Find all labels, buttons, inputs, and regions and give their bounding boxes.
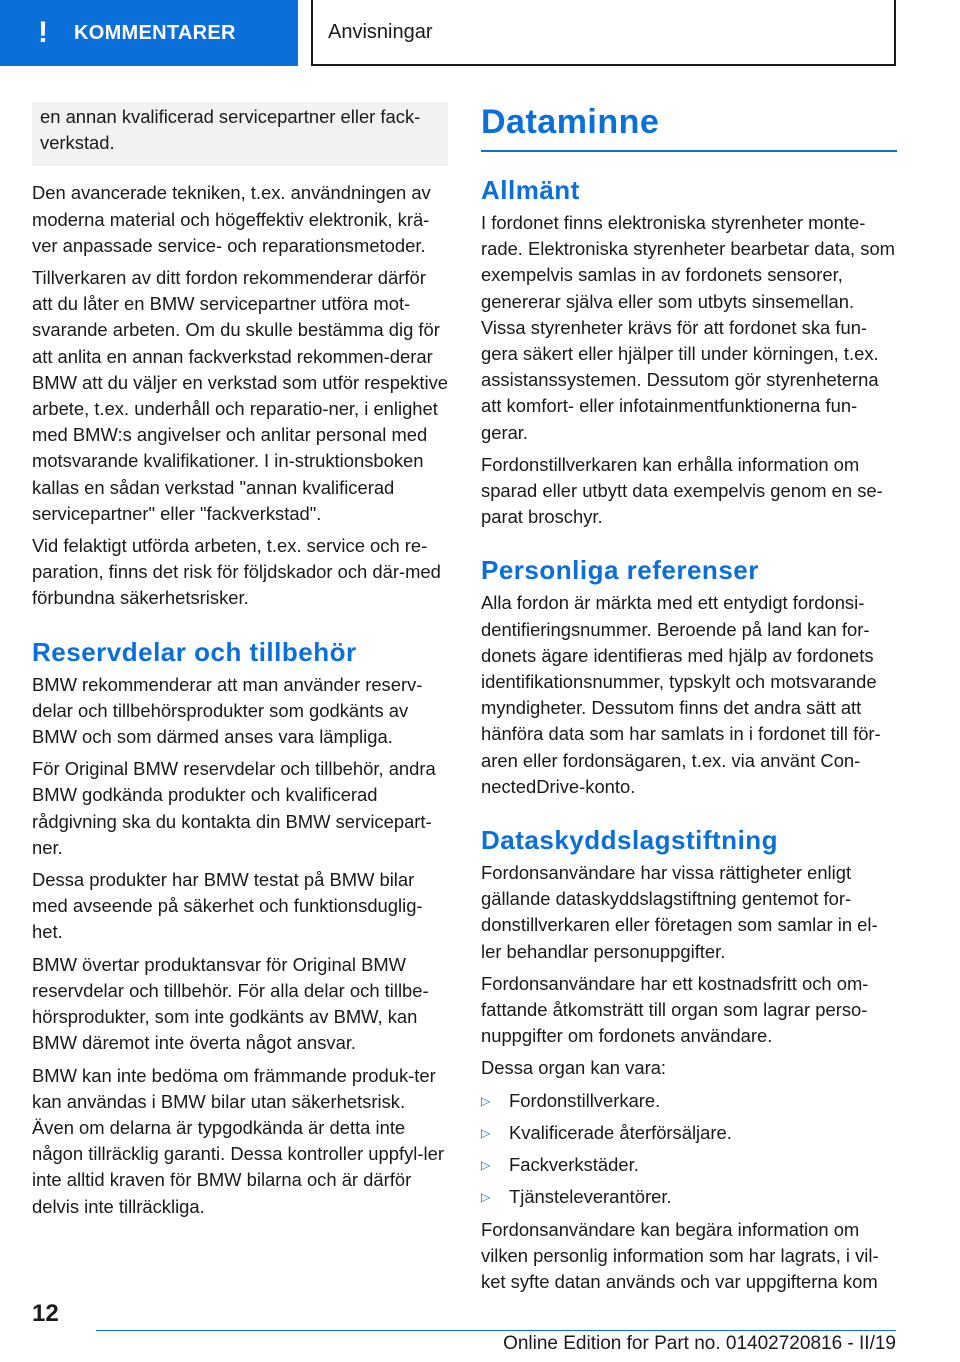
exclamation-icon: !	[38, 16, 48, 49]
footer-divider	[96, 1330, 896, 1331]
paragraph: Fordonstillverkaren kan erhålla information om sparad eller utbytt data exempelvis genom en se-parat broschyr.	[481, 453, 883, 528]
paragraph: Dessa organ kan vara:	[481, 1057, 667, 1079]
paragraph: Den avancerade tekniken, t.ex. användningen av moderna material och högeffektiv elektronik, krä-ver anpassade service- och reparationsmetoder.	[32, 182, 431, 256]
list-item: ▷ Fackverkstäder.	[481, 1152, 897, 1178]
paragraph: Fordonsanvändare har ett kostnadsfritt och om-fattande åtkomsträtt till organ som lagrar perso-nuppgifter om fordonets användare.	[481, 972, 869, 1047]
list-item: ▷ Fordonstillverkare.	[481, 1088, 897, 1114]
chapter-tab[interactable]	[0, 0, 298, 66]
right-column	[481, 102, 897, 1301]
paragraph: BMW övertar produktansvar för Original BMW reservdelar och tillbehör. För alla delar och tillbe-hörsprodukter, som inte godkänts av BMW, kan BMW däremot inte överta något ansvar.	[32, 953, 429, 1054]
paragraph: För Original BMW reservdelar och tillbehör, andra BMW godkända produkter och kvalificerad rådgivning ska du kontakta din BMW servicepart-ner.	[32, 758, 436, 858]
heading-personliga-referenser: Personliga referenser	[481, 555, 759, 586]
page-header	[0, 0, 960, 68]
triangle-bullet-icon: ▷	[481, 1190, 491, 1205]
list-item: ▷ Tjänsteleverantörer.	[481, 1184, 897, 1210]
triangle-bullet-icon: ▷	[481, 1125, 491, 1140]
triangle-bullet-icon: ▷	[481, 1093, 491, 1108]
heading-dataskyddslagstiftning: Dataskyddslagstiftning	[481, 825, 779, 856]
chapter-tab-label: KOMMENTARER	[74, 21, 236, 44]
heading-reservdelar: Reservdelar och tillbehör	[32, 636, 357, 667]
paragraph: Dessa produkter har BMW testat på BMW bilar med avseende på säkerhet och funktionsduglig-het.	[32, 869, 423, 943]
page-number: 12	[32, 1300, 59, 1327]
paragraph: BMW rekommenderar att man använder reserv-delar och tillbehörsprodukter som godkänts av BMW och som därmed anses vara lämpliga.	[32, 673, 423, 748]
paragraph: Fordonsanvändare har vissa rättigheter enligt gällande dataskyddslagstiftning gentemot for-donstillverkaren eller företagen som samlar in el-ler behandlar personuppgifter.	[481, 862, 878, 962]
bullet-list	[481, 1088, 897, 1211]
paragraph: I fordonet finns elektroniska styrenheter monte-rade. Elektroniska styrenheter bearbetar data, som exempelvis samlas in av fordonets sensorer, genererar själva eller som utbyts sinsemellan. Vissa styrenheter krävs för att fordonet ska fun-gera säkert eller hjälper till under körningen, t.ex. assistanssystemen. Dessutom gör styrenheterna att komfort- eller infotainmentfunktionerna fun-gerar.	[481, 212, 896, 443]
section-label: Anvisningar	[311, 0, 896, 66]
paragraph: Fordonsanvändare kan begära information om vilken personlig information som har lagrats, i vil-ket syfte datan används och var uppgifterna kom	[481, 1218, 879, 1292]
paragraph: Alla fordon är märkta med ett entydigt fordonsi-dentifieringsnummer. Beroende på land kan for-donets ägare identifieras med hjälp av fordonets identifikationsnummer, typskylt och motsvarande myndigheter. Dessutom finns det andra sätt att hänföra data som har samlats in i fordonet till för-aren eller fordonsägaren, t.ex. via använt Con-nectedDrive-konto.	[481, 592, 881, 797]
note-text: en annan kvalificerad servicepartner eller fack-verkstad.	[40, 106, 421, 154]
paragraph: Tillverkaren av ditt fordon rekommenderar därför att du låter en BMW servicepartner utföra mot-svarande arbeten. Om du skulle bestämma dig för att anlita en annan fackverkstad rekommen-derar BMW att du väljer en verkstad som utför respektive arbete, t.ex. underhåll och reparatio-ner, i enlighet med BMW:s angivelser och anlitar personal med motsvarande kvalifikationer. I in-struktionsboken kallas en sådan verkstad "annan kvalificerad servicepartner" eller "fackverkstad".	[32, 267, 448, 524]
note-box	[32, 102, 448, 166]
footer-edition-link[interactable]: Online Edition for Part no. 01402720816 - II/19	[503, 1333, 896, 1354]
left-column	[32, 102, 448, 1226]
heading-allmant: Allmänt	[481, 175, 580, 205]
paragraph: BMW kan inte bedöma om främmande produk-ter kan användas i BMW bilar utan säkerhetsrisk. Även om delarna är typgodkända är detta inte någon tillräcklig garanti. Dessa kontroller uppfyl-ler inte alltid kraven för BMW bilarna och är därför delvis inte tillräckliga.	[32, 1064, 444, 1217]
chapter-title: Dataminne	[481, 102, 897, 152]
triangle-bullet-icon: ▷	[481, 1158, 491, 1173]
paragraph: Vid felaktigt utförda arbeten, t.ex. service och re-paration, finns det risk för följdskador och där-med förbundna säkerhetsrisker.	[32, 535, 441, 609]
list-item: ▷ Kvalificerade återförsäljare.	[481, 1120, 897, 1146]
